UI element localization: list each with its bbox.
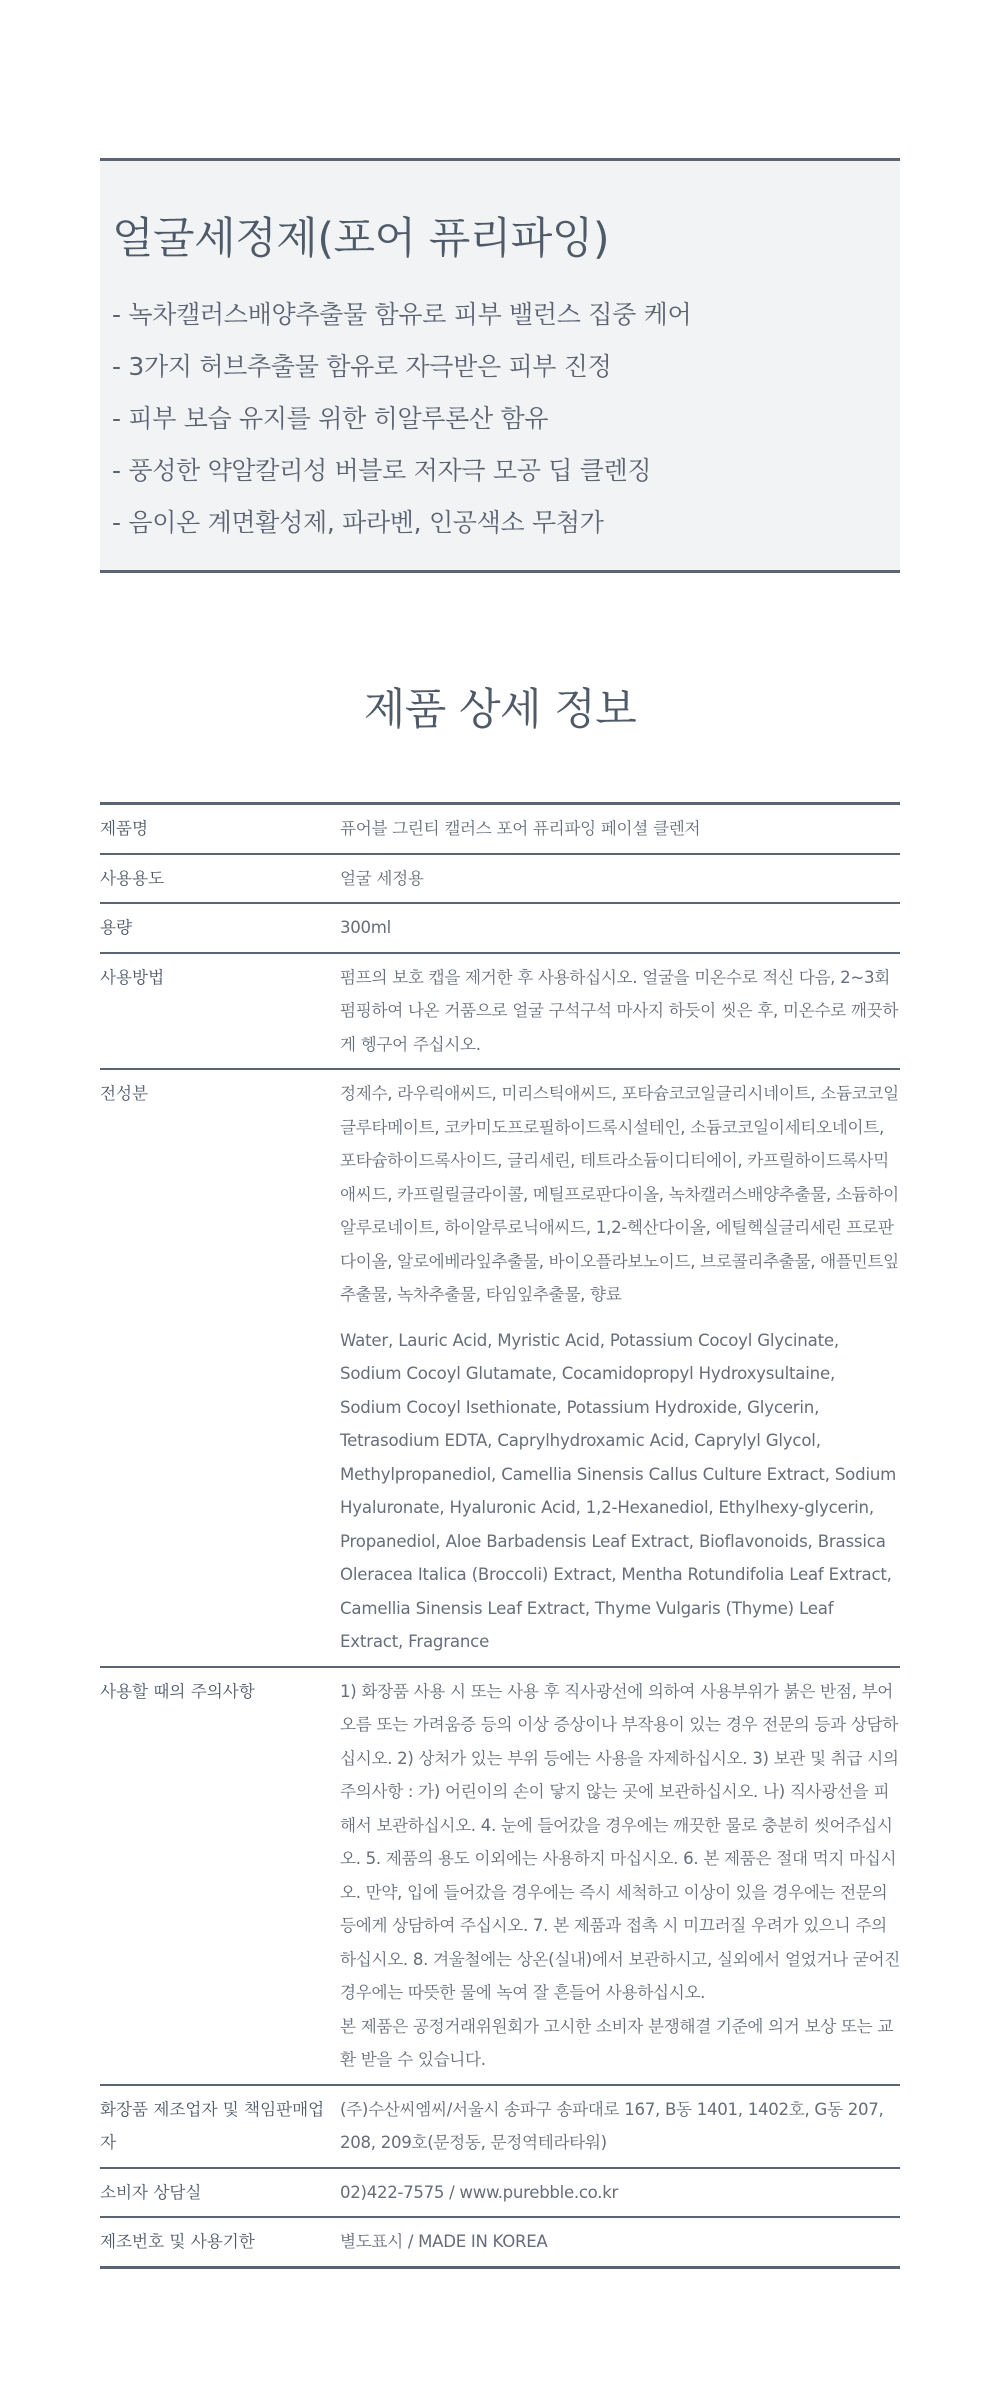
ingredients-english: Water, Lauric Acid, Myristic Acid, Potassium Cocoyl Glycinate, Sodium Cocoyl Glutamate, Cocamidopropyl Hydroxysultaine, Sodium Cocoyl Isethionate, Potassium Hydroxide, Glycerin, Tetrasodium EDTA, Caprylhydroxamic Acid, Caprylyl Glycol, Methylpropanediol, Camellia Sinensis Callus Culture Extract, Sodium Hyaluronate, Hyaluronic Acid, 1,2-Hexanediol, Ethylhexy-glycerin, Propanediol, Aloe Barbadensis Leaf Extract, Bioflavonoids, Brassica Oleracea Italica (Broccoli) Extract, Mentha Rotundifolia Leaf Extract, Camellia Sinensis Leaf Extract, Thyme Vulgaris (Thyme) Leaf Extract, Fragrance xyxy=(340,1330,897,1651)
row-label: 사용할 때의 주의사항 xyxy=(100,1667,340,2085)
cautions-text: 1) 화장품 사용 시 또는 사용 후 직사광선에 의하여 사용부위가 붉은 반점, 부어오름 또는 가려움증 등의 이상 증상이나 부작용이 있는 경우 전문의 등과 상담하십시오. 2) 상처가 있는 부위 등에는 사용을 자제하십시오. 3) 보관 및 취급 시의 주의사항 : 가) 어린이의 손이 닿지 않는 곳에 보관하십시오. 나) 직사광선을 피해서 보관하십시오. 4. 눈에 들어갔을 경우에는 깨끗한 물로 충분히 씻어주십시오. 5. 제품의 용도 이외에는 사용하지 마십시오. 6. 본 제품은 절대 먹지 마십시오. 만약, 입에 들어갔을 경우에는 즉시 세척하고 이상이 있을 경우에는 전문의 등에게 상담하여 주십시오. 7. 본 제품과 접촉 시 미끄러질 우려가 있으니 주의하십시오. 8. 겨울철에는 상온(실내)에서 보관하시고, 실외에서 얼었거나 굳어진 경우에는 따뜻한 물에 녹여 잘 흔들어 사용하십시오. xyxy=(340,1681,900,2002)
table-row xyxy=(100,903,900,953)
row-value: 별도표시 / MADE IN KOREA xyxy=(340,2232,548,2251)
row-label: 전성분 xyxy=(100,1069,340,1667)
row-value: (주)수산씨엠씨/서울시 송파구 송파대로 167, B동 1401, 1402호, G동 207, 208, 209호(문정동, 문정역테라타워) xyxy=(340,2085,900,2168)
compensation-text: 본 제품은 공정거래위원회가 고시한 소비자 분쟁해결 기준에 의거 보상 또는 교환 받을 수 있습니다. xyxy=(340,2016,894,2069)
row-value-cautions xyxy=(340,1667,900,2085)
table-row xyxy=(100,953,900,1070)
feature-item: - 풍성한 약알칼리성 버블로 저자극 모공 딥 클렌징 xyxy=(112,456,652,485)
table-row xyxy=(100,2217,900,2267)
section-title: 제품 상세 정보 xyxy=(363,685,637,735)
feature-box xyxy=(100,158,900,573)
table-row xyxy=(100,1667,900,2085)
row-label: 제조번호 및 사용기한 xyxy=(100,2232,255,2251)
feature-title: 얼굴세정제(포어 퓨리파잉) xyxy=(112,214,610,264)
row-label: 사용방법 xyxy=(100,953,340,1070)
row-label: 사용용도 xyxy=(100,854,340,904)
row-value: 300ml xyxy=(340,903,900,953)
table-row xyxy=(100,1069,900,1667)
row-value: 퓨어블 그린티 캘러스 포어 퓨리파잉 페이셜 클렌저 xyxy=(340,804,900,854)
row-label: 제품명 xyxy=(100,804,340,854)
feature-list xyxy=(112,289,691,549)
row-label: 화장품 제조업자 및 책임판매업자 xyxy=(100,2085,340,2168)
row-value-ingredients xyxy=(340,1069,900,1667)
feature-item: - 3가지 허브추출물 함유로 자극받은 피부 진정 xyxy=(112,352,612,381)
table-row xyxy=(100,854,900,904)
row-label: 용량 xyxy=(100,903,340,953)
row-label: 소비자 상담실 xyxy=(100,2168,340,2218)
ingredients-korean: 정제수, 라우릭애씨드, 미리스틱애씨드, 포타슘코코일글리시네이트, 소듐코코일글루타메이트, 코카미도프로필하이드록시설테인, 소듐코코일이세티오네이트, 포타슘하이드록사이드, 글리세린, 테트라소듐이디티에이, 카프릴하이드록사믹애씨드, 카프릴릴글라이콜, 메틸프로판다이올, 녹차캘러스배양추출물, 소듐하이알루로네이트, 하이알루로닉애씨드, 1,2-헥산다이올, 에틸헥실글리세린 프로판다이올, 알로에베라잎추출물, 바이오플라보노이드, 브로콜리추출물, 애플민트잎추출물, 녹차추출물, 타임잎추출물, 향료 xyxy=(340,1084,899,1304)
feature-item: - 음이온 계면활성제, 파라벤, 인공색소 무첨가 xyxy=(112,508,604,537)
table-row xyxy=(100,804,900,854)
feature-item: - 피부 보습 유지를 위한 히알루론산 함유 xyxy=(112,404,549,433)
table-row xyxy=(100,2168,900,2218)
feature-item: - 녹차캘러스배양추출물 함유로 피부 밸런스 집중 케어 xyxy=(112,300,692,329)
table-row xyxy=(100,2085,900,2168)
row-value: 펌프의 보호 캡을 제거한 후 사용하십시오. 얼굴을 미온수로 적신 다음, 2~3회 펌핑하여 나온 거품으로 얼굴 구석구석 마사지 하듯이 씻은 후, 미온수로 깨끗하게 헹구어 주십시오. xyxy=(340,953,900,1070)
product-info-table xyxy=(100,802,900,2269)
row-value: 02)422-7575 / www.purebble.co.kr xyxy=(340,2168,900,2218)
row-value: 얼굴 세정용 xyxy=(340,854,900,904)
